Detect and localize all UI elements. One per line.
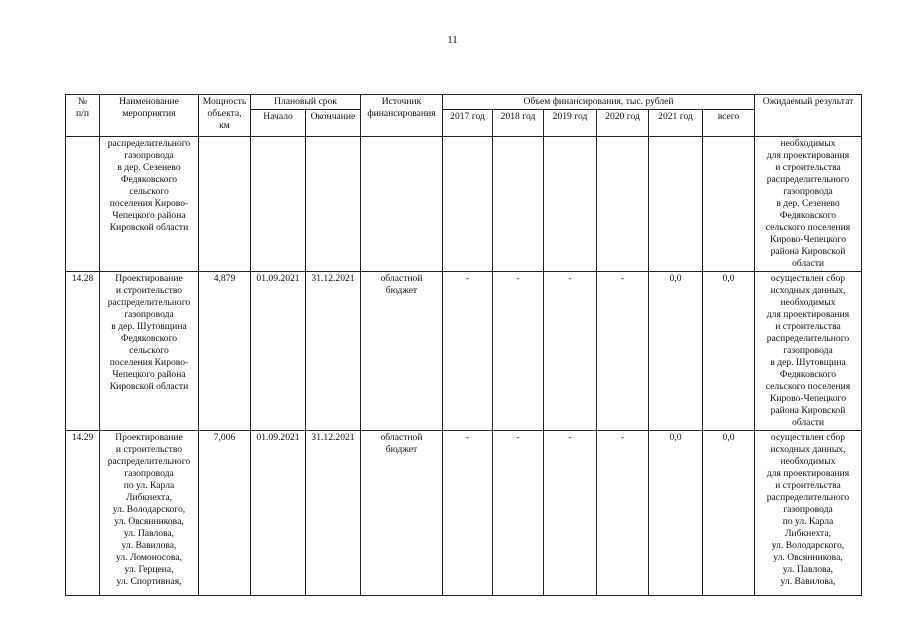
cell-2019: - (544, 272, 597, 431)
cell-2020: - (597, 272, 649, 431)
cell-end: 31.12.2021 (306, 272, 361, 431)
table-row (66, 137, 862, 272)
cell-start (251, 137, 306, 272)
cell-2020 (597, 137, 649, 272)
cell-total (703, 137, 755, 272)
cell-start: 01.09.2021 (251, 272, 306, 431)
cell-name: Проектирование и строительство распределительного газопровода по ул. Карла Либкнехта, ул. Володарского, ул. Овсянникова, ул. Павлова, ул. Вавилова, ул. Ломоносова, ул. Герцена, ул. Спортивная, (100, 431, 199, 596)
header-num: № п/п (66, 95, 100, 137)
cell-num: 14.28 (66, 272, 100, 431)
header-funding: Объем финансирования, тыс. рублей (443, 95, 755, 110)
cell-total: 0,0 (703, 431, 755, 596)
table-row (66, 431, 862, 596)
header-capacity: Мощность объекта, км (199, 95, 251, 137)
cell-2017: - (443, 431, 493, 596)
header-planned-term: Плановый срок (251, 95, 361, 110)
cell-num (66, 137, 100, 272)
header-source: Источник финансирования (361, 95, 443, 137)
funding-plan-table (65, 94, 862, 596)
header-2017: 2017 год (443, 110, 493, 137)
cell-2017: - (443, 272, 493, 431)
cell-end (306, 137, 361, 272)
cell-capacity: 7,006 (199, 431, 251, 596)
cell-num: 14.29 (66, 431, 100, 596)
table-row (66, 272, 862, 431)
cell-source: областной бюджет (361, 272, 443, 431)
cell-2021: 0,0 (649, 431, 703, 596)
cell-2019 (544, 137, 597, 272)
cell-capacity: 4,879 (199, 272, 251, 431)
cell-name: Проектирование и строительство распределительного газопровода в дер. Шутовщина Федяковского сельского поселения Кирово- Чепецкого района Кировской области (100, 272, 199, 431)
header-end: Окончание (306, 110, 361, 137)
header-2019: 2019 год (544, 110, 597, 137)
cell-2018 (493, 137, 544, 272)
cell-2018: - (493, 431, 544, 596)
cell-2021 (649, 137, 703, 272)
cell-name: распределительного газопровода в дер. Сезенево Федяковского сельского поселения Кирово- Чепецкого района Кировской области (100, 137, 199, 272)
cell-total: 0,0 (703, 272, 755, 431)
cell-capacity (199, 137, 251, 272)
header-total: всего (703, 110, 755, 137)
cell-result: необходимых для проектирования и строительства распределительного газопровода в дер. Сезенево Федяковского сельского поселения Кирово-Чепецкого района Кировской области (755, 137, 862, 272)
cell-2018: - (493, 272, 544, 431)
header-result: Ожидаемый результат (755, 95, 862, 137)
cell-end: 31.12.2021 (306, 431, 361, 596)
header-name: Наименование мероприятия (100, 95, 199, 137)
header-2021: 2021 год (649, 110, 703, 137)
cell-source (361, 137, 443, 272)
cell-result: осуществлен сбор исходных данных, необходимых для проектирования и строительства распределительного газопровода в дер. Шутовщина Федяковского сельского поселения Кирово-Чепецкого района Кировской области (755, 272, 862, 431)
cell-source: областной бюджет (361, 431, 443, 596)
cell-2020: - (597, 431, 649, 596)
cell-2017 (443, 137, 493, 272)
header-2018: 2018 год (493, 110, 544, 137)
page-number: 11 (447, 34, 458, 46)
header-start: Начало (251, 110, 306, 137)
header-row-top (66, 95, 862, 110)
cell-start: 01.09.2021 (251, 431, 306, 596)
header-2020: 2020 год (597, 110, 649, 137)
cell-result: осуществлен сбор исходных данных, необходимых для проектирования и строительства распределительного газопровода по ул. Карла Либкнехта, ул. Володарского, ул. Овсянникова, ул. Павлова, ул. Вавилова, (755, 431, 862, 596)
cell-2021: 0,0 (649, 272, 703, 431)
cell-2019: - (544, 431, 597, 596)
